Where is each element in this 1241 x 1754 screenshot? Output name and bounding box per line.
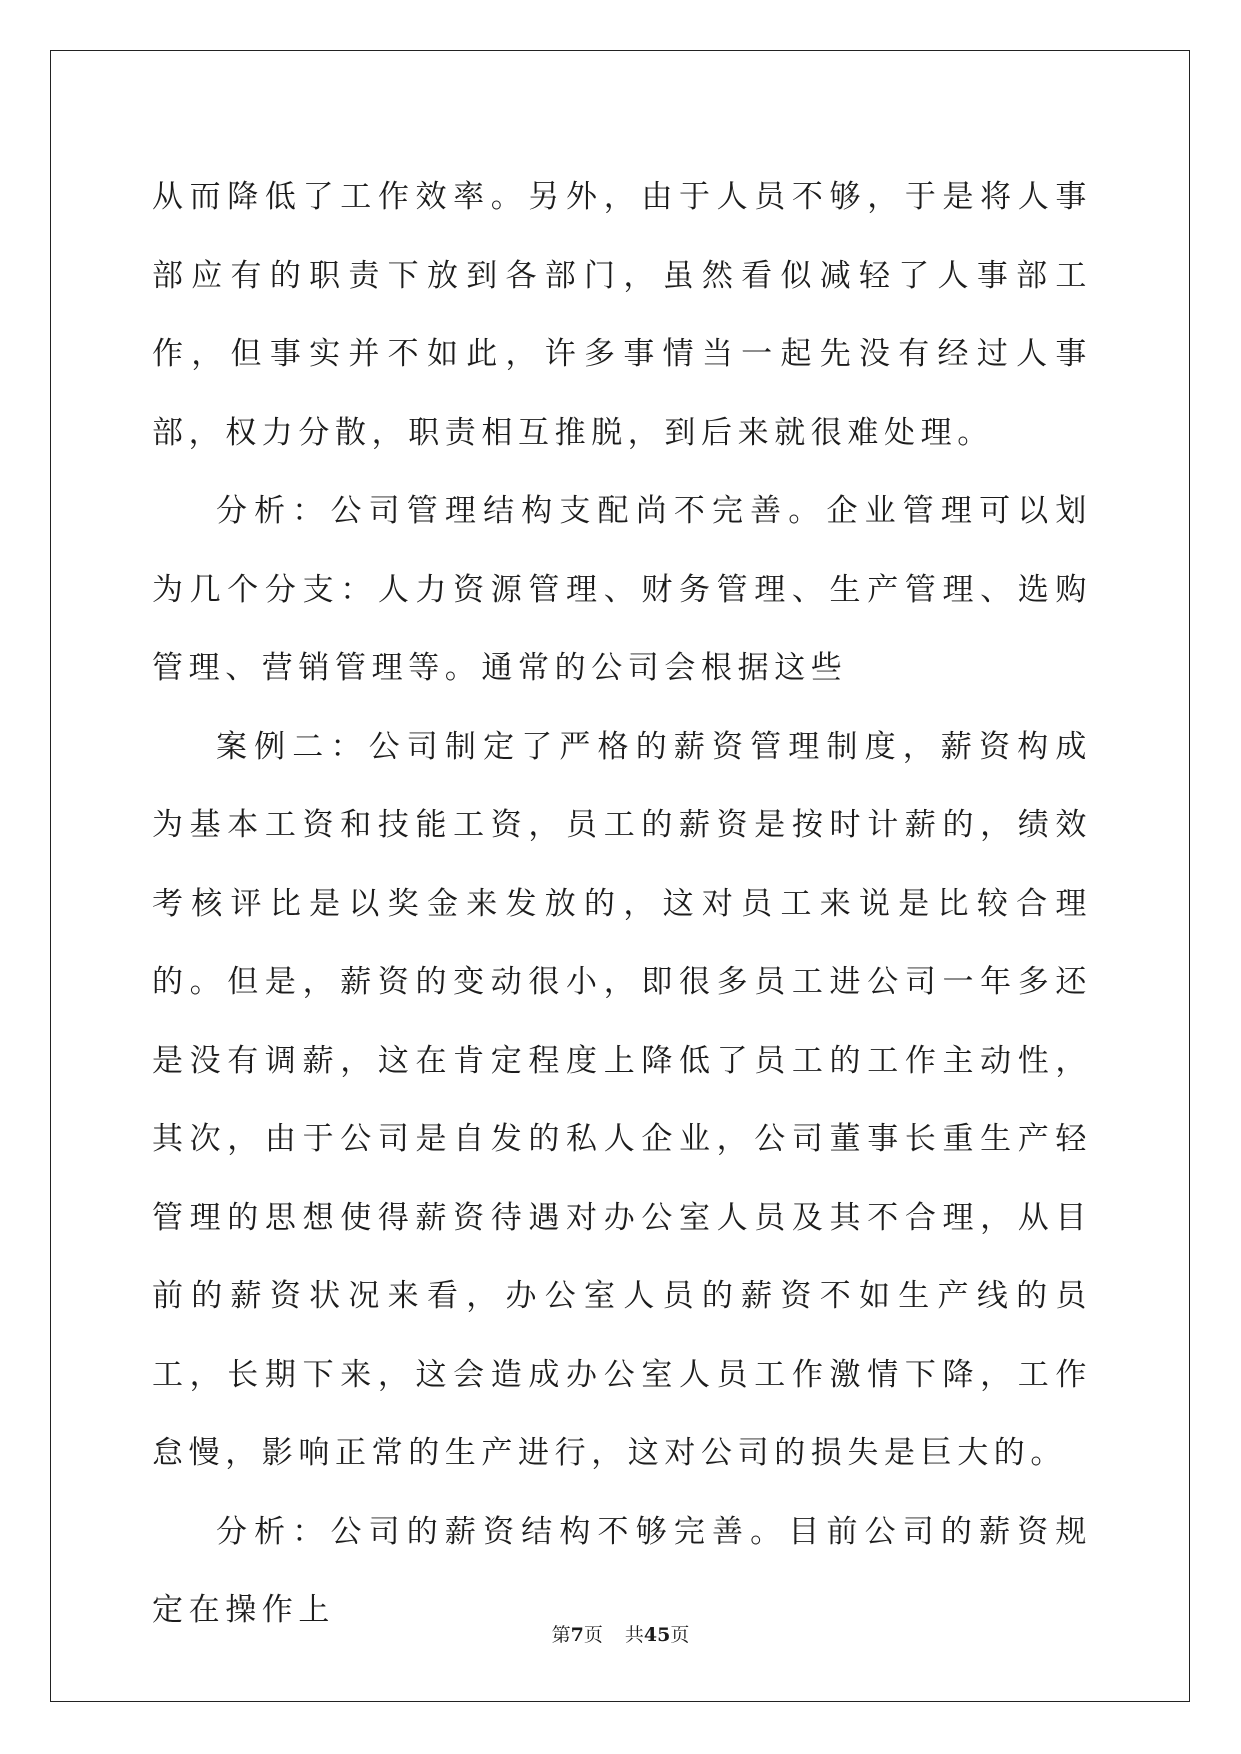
total-suffix: 页 <box>670 1624 690 1646</box>
page-total: 45 <box>643 1624 671 1646</box>
page-current: 7 <box>570 1624 584 1646</box>
page-prefix: 第 <box>551 1624 571 1646</box>
paragraph-1: 从而降低了工作效率。另外，由于人员不够，于是将人事部应有的职责下放到各部门，虽然看似减轻了人事部工作，但事实并不如此，许多事情当一起先没有经过人事部，权力分散，职责相互推脱，到后来就很难处理。 <box>152 179 1092 451</box>
page-footer <box>0 1620 1241 1647</box>
page-suffix: 页 <box>583 1624 603 1646</box>
paragraph-2: 分析：公司管理结构支配尚不完善。企业管理可以划为几个分支：人力资源管理、财务管理、生产管理、选购 管理、营销管理等。通常的公司会根据这些 <box>152 493 1092 686</box>
document-body <box>152 158 1092 1650</box>
paragraph-4: 分析：公司的薪资结构不够完善。目前公司的薪资规定在操作上 <box>152 1513 1092 1628</box>
paragraph-3: 案例二：公司制定了严格的薪资管理制度，薪资构成为基本工资和技能工资，员工的薪资是按时计薪的，绩效考核评比是以奖金来发放的，这对员工来说是比较合理的。但是，薪资的变动很小，即很多员工进公司一年多还是没有调薪，这在肯定程度上降低了员工的工作主动性，其次，由于公司是自发的私人企业，公司董事长重生产轻管理的思想使得薪资待遇对办公室人员及其不合理，从目前的薪资状况来看，办公室人员的薪资不如生产线的员工，长期下来，这会造成办公室人员工作激情下降，工作怠慢，影响正常的生产进行，这对公司的损失是巨大的。 <box>152 728 1092 1471</box>
total-prefix: 共 <box>624 1624 644 1646</box>
